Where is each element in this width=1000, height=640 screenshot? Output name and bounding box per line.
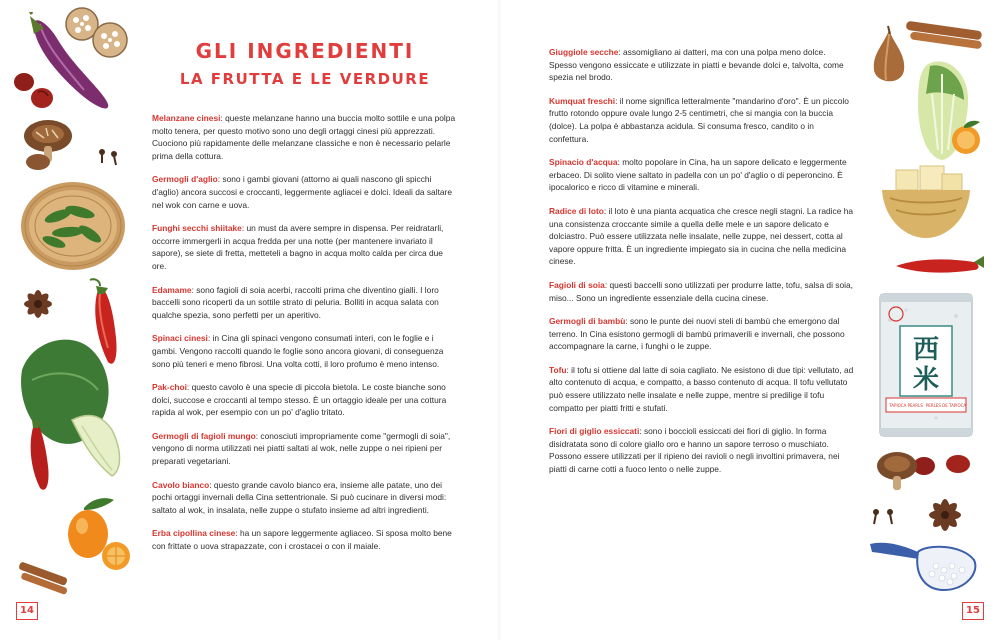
right-column bbox=[549, 46, 855, 487]
chili-icon bbox=[22, 414, 56, 494]
entry-term: Edamame bbox=[152, 284, 192, 295]
entry-text: : ha un sapore leggermente agliaceo. Si sposa molto bene con frittate o uova strapazzate, con i crostacei o con il maiale. bbox=[152, 528, 452, 552]
page-subtitle: LA FRUTTA E LE VERDURE bbox=[179, 70, 431, 88]
entry-term: Germogli di fagioli mungo bbox=[152, 430, 256, 441]
entry-fiori-giglio bbox=[549, 425, 855, 475]
entry-text: : sono i boccioli essiccati dei fiori di giglio. In forma disidratata sono di colore giallo oro e hanno un sapore terroso o muschiato. Possono essere utilizzati per il ripieno dei ravioli o negli involtini primavera, nei piatti di carne cotti a fuoco lento o nelle zuppe. bbox=[549, 426, 840, 475]
entry-funghi-shiitake bbox=[152, 222, 458, 272]
clove-icon bbox=[96, 146, 122, 166]
edamame-basket-icon bbox=[18, 176, 128, 276]
entry-pak-choi bbox=[152, 381, 458, 419]
clove-icon bbox=[868, 506, 898, 528]
page-number-left: 14 bbox=[16, 602, 38, 620]
kumquat-icon bbox=[946, 118, 986, 158]
entry-text: : conosciuti impropriamente come "germogli di soia", vengono di norma utilizzati nei piatti saltati al wok, nelle zuppe o nei ripieni per preparati vegetariani. bbox=[152, 430, 451, 467]
left-column bbox=[152, 112, 458, 564]
lotus-root-icon bbox=[60, 6, 140, 66]
entry-term: Germogli di bambù bbox=[549, 316, 626, 327]
entry-edamame bbox=[152, 284, 458, 322]
entry-text: : molto popolare in Cina, ha un sapore delicato e leggermente erbaceo. Di solito viene saltato in padella con un po' d'aglio o di peperoncino. È ipocalorico e ricco di vitamine e minerali. bbox=[549, 157, 847, 193]
chili-icon bbox=[888, 250, 988, 280]
entry-text: : assomigliano ai datteri, ma con una polpa meno dolce. Spesso vengono essiccate e utilizzate in piatti e bevande dolci e, talvolta, come spezia nel brodo. bbox=[549, 47, 844, 83]
entry-fagioli-soia bbox=[549, 279, 855, 304]
entry-melanzane bbox=[152, 112, 458, 162]
cinnamon-icon bbox=[14, 560, 74, 600]
jujube-icon bbox=[10, 68, 60, 118]
entry-term: Erba cipollina cinese bbox=[152, 528, 236, 539]
entry-text: : il tofu si ottiene dal latte di soia cagliato. Ne esistono di due tipi: vellutato, ad alto contenuto di acqua, e compatto, a basso contenuto di acqua. Il tofu vellutato può essere utilizzato nelle insalate e nelle zuppe, mentre si predilige il tofu compatto per piatti fritti e stufati. bbox=[549, 364, 854, 413]
shiitake-icon bbox=[872, 446, 922, 496]
spoon-icon bbox=[866, 530, 986, 600]
entry-text: : il loto è una pianta acquatica che cresce negli stagni. La radice ha una consistenza croccante simile a quella delle mele e un sapore delicato e dolciastro. Può essere utilizzata nelle insalate, nelle zuppe, nei dessert, cotta al vapore oppure fritta. È un ingrediente impiegato sia in cucina che nella medicina cinese. bbox=[549, 205, 854, 267]
rice-bag-char-1: 西 bbox=[912, 335, 940, 365]
entry-spinacio-acqua bbox=[549, 156, 855, 194]
entry-germogli-mungo bbox=[152, 430, 458, 468]
entry-giuggiole bbox=[549, 46, 855, 84]
entry-germogli-bambu bbox=[549, 315, 855, 353]
entry-erba-cipollina bbox=[152, 527, 458, 552]
star-anise-icon bbox=[16, 282, 60, 326]
rice-bag-label-right: PERLES DE TAPIOCA bbox=[925, 403, 967, 408]
entry-text: : questo cavolo è una specie di piccola bietola. Le coste bianche sono dolci, succose e croccanti al tempo stesso. È un ortaggio ideale per una cottura rapida al wok, per esempio con un po' d'aglio tritato. bbox=[152, 382, 447, 418]
entry-text: : questo grande cavolo bianco era, insieme alle patate, uno dei pochi ortaggi invernali della Cina settentrionale. Si può cucinare in diversi modi: saltato al wok, in insalata, nelle zuppe o stufato insieme ad altri ingredienti. bbox=[152, 479, 447, 515]
entry-radice-loto bbox=[549, 205, 855, 268]
title-block bbox=[150, 38, 460, 90]
entry-term: Germogli d'aglio bbox=[152, 174, 218, 185]
entry-term: Fagioli di soia bbox=[549, 279, 605, 290]
page-gutter bbox=[498, 0, 502, 640]
entry-term: Cavolo bianco bbox=[152, 479, 210, 490]
page-number-right: 15 bbox=[962, 602, 984, 620]
entry-text: : un must da avere sempre in dispensa. Per reidratarli, occorre immergerli in acqua fredda per una notte (per mantenere invariato il sapore), se siete di fretta, metteteli a bagno in acqua molto calda per circa due ore. bbox=[152, 223, 444, 271]
page-title: GLI INGREDIENTI bbox=[195, 39, 415, 63]
entry-text: : sono i gambi giovani (attorno ai quali nascono gli spicchi d'aglio) ancora succosi e croccanti, leggermente agliacei e dolci. Ideali da saltare nel wok con carne e uova. bbox=[152, 174, 453, 210]
entry-term: Pak-choi bbox=[152, 382, 187, 393]
entry-cavolo-bianco bbox=[152, 479, 458, 517]
entry-text: : in Cina gli spinaci vengono consumati interi, con le foglie e i gambi. Vengono raccolti quando le foglie sono ancora giovani, di conseguenza sono più teneri e meno fibrosi. Una volta cotti, il loro profumo è meno intenso. bbox=[152, 333, 444, 369]
entry-term: Spinaci cinesi bbox=[152, 333, 208, 344]
entry-term: Melanzane cinesi bbox=[152, 113, 221, 123]
cinnamon-icon bbox=[900, 14, 990, 54]
entry-term: Giuggiole secche bbox=[549, 47, 619, 57]
entry-term: Tofu bbox=[549, 364, 567, 375]
rice-bag-label-left: TAPIOCA PEARLS bbox=[889, 403, 923, 408]
rice-bag-char-2: 米 bbox=[912, 365, 940, 395]
tofu-bowl-icon bbox=[876, 164, 976, 244]
entry-kumquat bbox=[549, 95, 855, 145]
shiitake-icon bbox=[18, 112, 78, 172]
entry-term: Funghi secchi shiitake bbox=[152, 223, 242, 234]
entry-text: : questi baccelli sono utilizzati per produrre latte, tofu, salsa di soia, miso... Sono un ingrediente essenziale della cucina cinese. bbox=[549, 279, 853, 303]
onion-icon bbox=[866, 24, 912, 94]
entry-term: Spinacio d'acqua bbox=[549, 157, 618, 168]
entry-term: Kumquat freschi bbox=[549, 95, 616, 106]
entry-text: : il nome significa letteralmente "mandarino d'oro". È un piccolo frutto rotondo oppure ovale lungo 2-5 centimetri, che si mangia con la buccia (dolce). La polpa è abbastanza acidula. Si consuma fresco, candito o in confettura. bbox=[549, 95, 849, 144]
entry-text: : sono fagioli di soia acerbi, raccolti prima che diventino gialli. I loro baccelli sono ricoperti da un sottile strato di peluria. Bolliti in acqua salata con qualche spezia, sono perfetti per un aperitivo. bbox=[152, 284, 439, 320]
entry-term: Radice di loto bbox=[549, 205, 604, 216]
entry-text: : queste melanzane hanno una buccia molto sottile e una polpa molto tenera, per questo motivo sono uno degli ortaggi cinesi più apprezzati. Cuociono più rapidamente delle melanzane classiche e non è necessario pelarle prima della cottura. bbox=[152, 113, 456, 161]
entry-spinaci-cinesi bbox=[152, 332, 458, 370]
entry-text: : sono le punte dei nuovi steli di bambù che emergono dal terreno. In Cina esistono germogli di bambù primaverili e invernali, che possono accompagnare la carne, i funghi o le zuppe. bbox=[549, 316, 845, 352]
entry-tofu bbox=[549, 364, 855, 414]
tapioca-bag-icon bbox=[876, 290, 976, 440]
entry-germogli-aglio bbox=[152, 173, 458, 211]
entry-term: Fiori di giglio essiccati bbox=[549, 426, 640, 437]
